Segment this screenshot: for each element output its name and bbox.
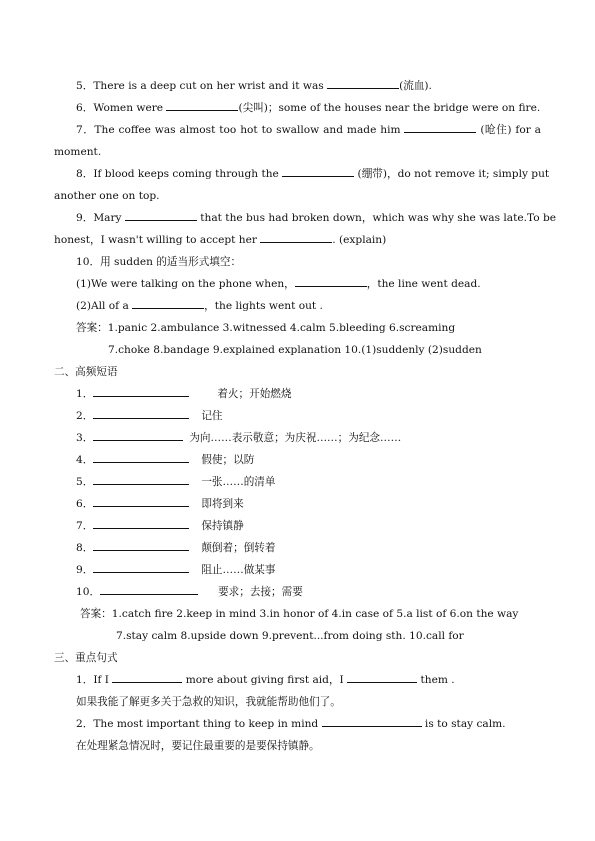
- answer-key-line-2: 7.choke 8.bandage 9.explained explanation 10.(1)suddenly (2)sudden: [108, 344, 482, 356]
- phrase-item: 8． 颠倒着；倒转着: [76, 542, 276, 554]
- answer-blank[interactable]: [132, 299, 204, 309]
- answer-blank[interactable]: [93, 563, 189, 573]
- answer-blank[interactable]: [322, 717, 422, 727]
- question-8: 8．If blood keeps coming through the (绷带)，do not remove it; simply put: [76, 168, 550, 180]
- answer-blank[interactable]: [295, 277, 367, 287]
- answer-blank[interactable]: [93, 541, 189, 551]
- answer-blank[interactable]: [93, 453, 189, 463]
- section-heading-phrases: 二、高频短语: [54, 366, 118, 378]
- answer-blank[interactable]: [93, 431, 183, 441]
- sentence-pattern-1: 1．If I more about giving first aid，I them .: [76, 674, 455, 686]
- answer-blank[interactable]: [260, 233, 332, 243]
- answer-blank[interactable]: [112, 673, 182, 683]
- section-heading-sentences: 三、重点句式: [54, 652, 118, 664]
- phrase-item: 3． 为向……表示敬意；为庆祝……；为纪念……: [76, 432, 402, 444]
- sentence-pattern-2: 2．The most important thing to keep in mind is to stay calm.: [76, 718, 506, 730]
- answer-blank[interactable]: [125, 211, 197, 221]
- question-6: 6．Women were (尖叫)；some of the houses near the bridge were on fire.: [76, 102, 541, 114]
- question-9: 9．Mary that the bus had broken down，which was why she was late.To be: [76, 212, 557, 224]
- answer-blank[interactable]: [404, 123, 476, 133]
- phrase-item: 9． 阻止……做某事: [76, 564, 276, 576]
- answer-key-line-1: 答案：1.panic 2.ambulance 3.witnessed 4.calm 5.bleeding 6.screaming: [76, 322, 456, 334]
- answer-blank[interactable]: [166, 101, 238, 111]
- phrase-item: 2． 记住: [76, 410, 223, 422]
- answer-blank[interactable]: [93, 409, 189, 419]
- answer-blank[interactable]: [347, 673, 417, 683]
- answer-blank[interactable]: [93, 387, 189, 397]
- phrase-item: 6． 即将到来: [76, 498, 244, 510]
- question-7-continued: moment.: [54, 146, 102, 158]
- phrase-item: 5． 一张……的清单: [76, 476, 276, 488]
- question-10-sub-2: (2)All of a ，the lights went out .: [76, 300, 323, 312]
- answer-blank[interactable]: [282, 167, 354, 177]
- question-5: 5．There is a deep cut on her wrist and it was (流血).: [76, 80, 432, 92]
- answer-blank[interactable]: [93, 519, 189, 529]
- phrase-item: 10． 要求；去接；需要: [76, 586, 303, 598]
- question-9-continued: honest，I wasn't willing to accept her . (explain): [54, 234, 387, 246]
- answer-blank[interactable]: [100, 585, 198, 595]
- question-10-prompt: 10．用 sudden 的适当形式填空：: [76, 256, 242, 268]
- phrase-item: 4． 假使；以防: [76, 454, 255, 466]
- question-10-sub-1: (1)We were talking on the phone when， ，the line went dead.: [76, 278, 481, 290]
- phrase-item: 1． 着火；开始燃烧: [76, 388, 292, 400]
- answer-blank[interactable]: [327, 79, 399, 89]
- phrase-item: 7． 保持镇静: [76, 520, 244, 532]
- sentence-translation-2: 在处理紧急情况时，要记住最重要的是要保持镇静。: [76, 740, 320, 752]
- question-7: 7．The coffee was almost too hot to swallow and made him (呛住) for a: [76, 124, 541, 136]
- answer-blank[interactable]: [93, 475, 189, 485]
- question-8-continued: another one on top.: [54, 190, 160, 202]
- phrase-answer-line-2: 7.stay calm 8.upside down 9.prevent...from doing sth. 10.call for: [116, 630, 464, 642]
- answer-blank[interactable]: [93, 497, 189, 507]
- phrase-answer-line-1: 答案：1.catch fire 2.keep in mind 3.in honor of 4.in case of 5.a list of 6.on the way: [80, 608, 519, 620]
- sentence-translation-1: 如果我能了解更多关于急救的知识，我就能帮助他们了。: [76, 696, 341, 708]
